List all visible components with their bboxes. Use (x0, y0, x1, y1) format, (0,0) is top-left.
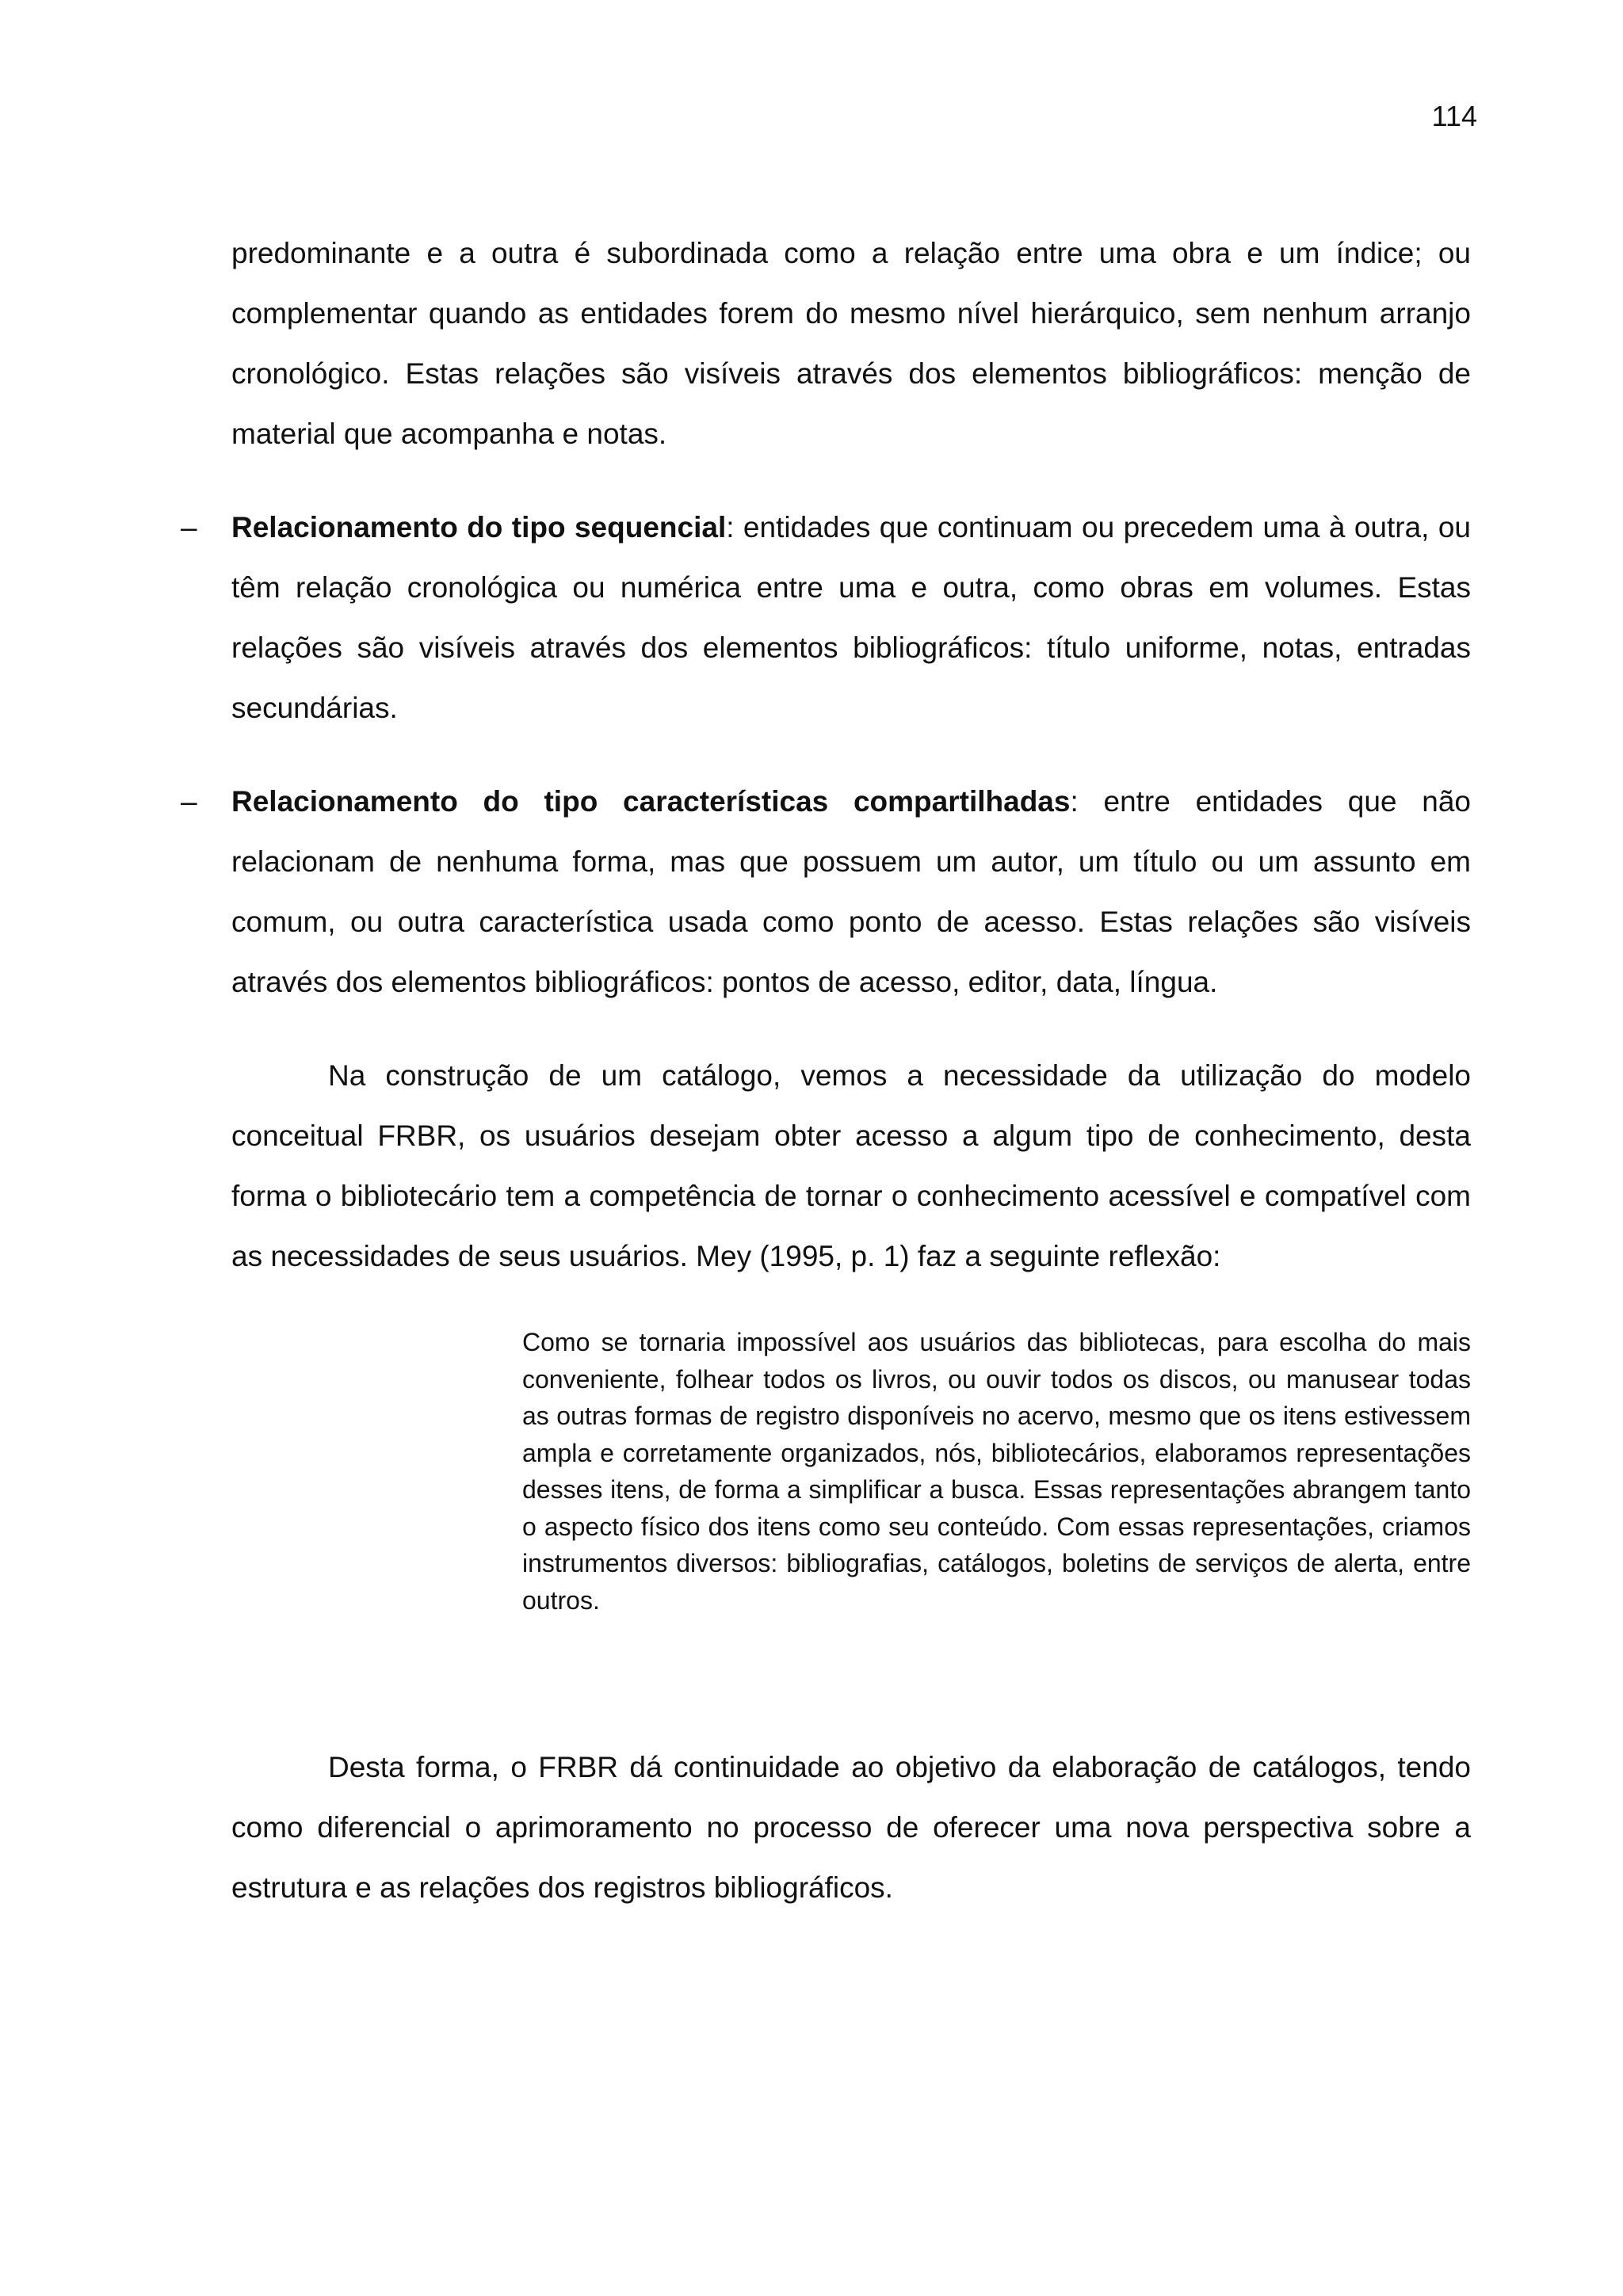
list-item-term: Relacionamento do tipo características compartilhadas (231, 785, 1071, 818)
list-bullet-sequential: – (181, 511, 197, 543)
paragraph-continuation: predominante e a outra é subordinada como a relação entre uma obra e um índice; ou complementar quando as entidades forem do mesmo nível hierárquico, sem nenhum arranjo cronológico. Estas relações são visíveis através dos elementos bibliográficos: menção de material que acompanha e notas. (231, 237, 1471, 450)
paragraph-conclusion: Desta forma, o FRBR dá continuidade ao objetivo da elaboração de catálogos, tendo como diferencial o aprimoramento no processo de oferecer uma nova perspectiva sobre a estrutura e as relações dos registros bibliográficos. (231, 1751, 1471, 1904)
paragraph-catalog: Na construção de um catálogo, vemos a necessidade da utilização do modelo conceitual FRBR, os usuários desejam obter acesso a algum tipo de conhecimento, desta forma o bibliotecário tem a competência de tornar o conhecimento acessível e compatível com as necessidades de seus usuários. Mey (1995, p. 1) faz a seguinte reflexão: (231, 1059, 1471, 1272)
list-bullet-shared: – (181, 785, 197, 818)
list-item-text: : entidades que continuam ou precedem uma à outra, ou têm relação cronológica ou numérica entre uma e outra, como obras em volumes. Estas relações são visíveis através dos elementos bibliográficos: título uniforme, notas, entradas secundárias. (231, 511, 1472, 724)
list-item-text: : entre entidades que não relacionam de nenhuma forma, mas que possuem um autor, um título ou um assunto em comum, ou outra característica usada como ponto de acesso. Estas relações são visíveis através dos elementos bibliográficos: pontos de acesso, editor, data, língua. (231, 785, 1472, 998)
list-item-term: Relacionamento do tipo sequencial (231, 511, 727, 543)
page-number: 114 (1431, 100, 1477, 132)
list-item-sequential (231, 498, 1471, 738)
list-item-shared-characteristics (231, 772, 1471, 1013)
block-quote: Como se tornaria impossível aos usuários das bibliotecas, para escolha do mais conveniente, folhear todos os livros, ou ouvir todos os discos, ou manusear todas as outras formas de registro disponíveis no acervo, mesmo que os itens estivessem ampla e corretamente organizados, nós, bibliotecários, elaboramos representações desses itens, de forma a simplificar a busca. Essas representações abrangem tanto o aspecto físico dos itens como seu conteúdo. Com essas representações, criamos instrumentos diversos: bibliografias, catálogos, boletins de serviços de alerta, entre outros. (522, 1328, 1471, 1615)
